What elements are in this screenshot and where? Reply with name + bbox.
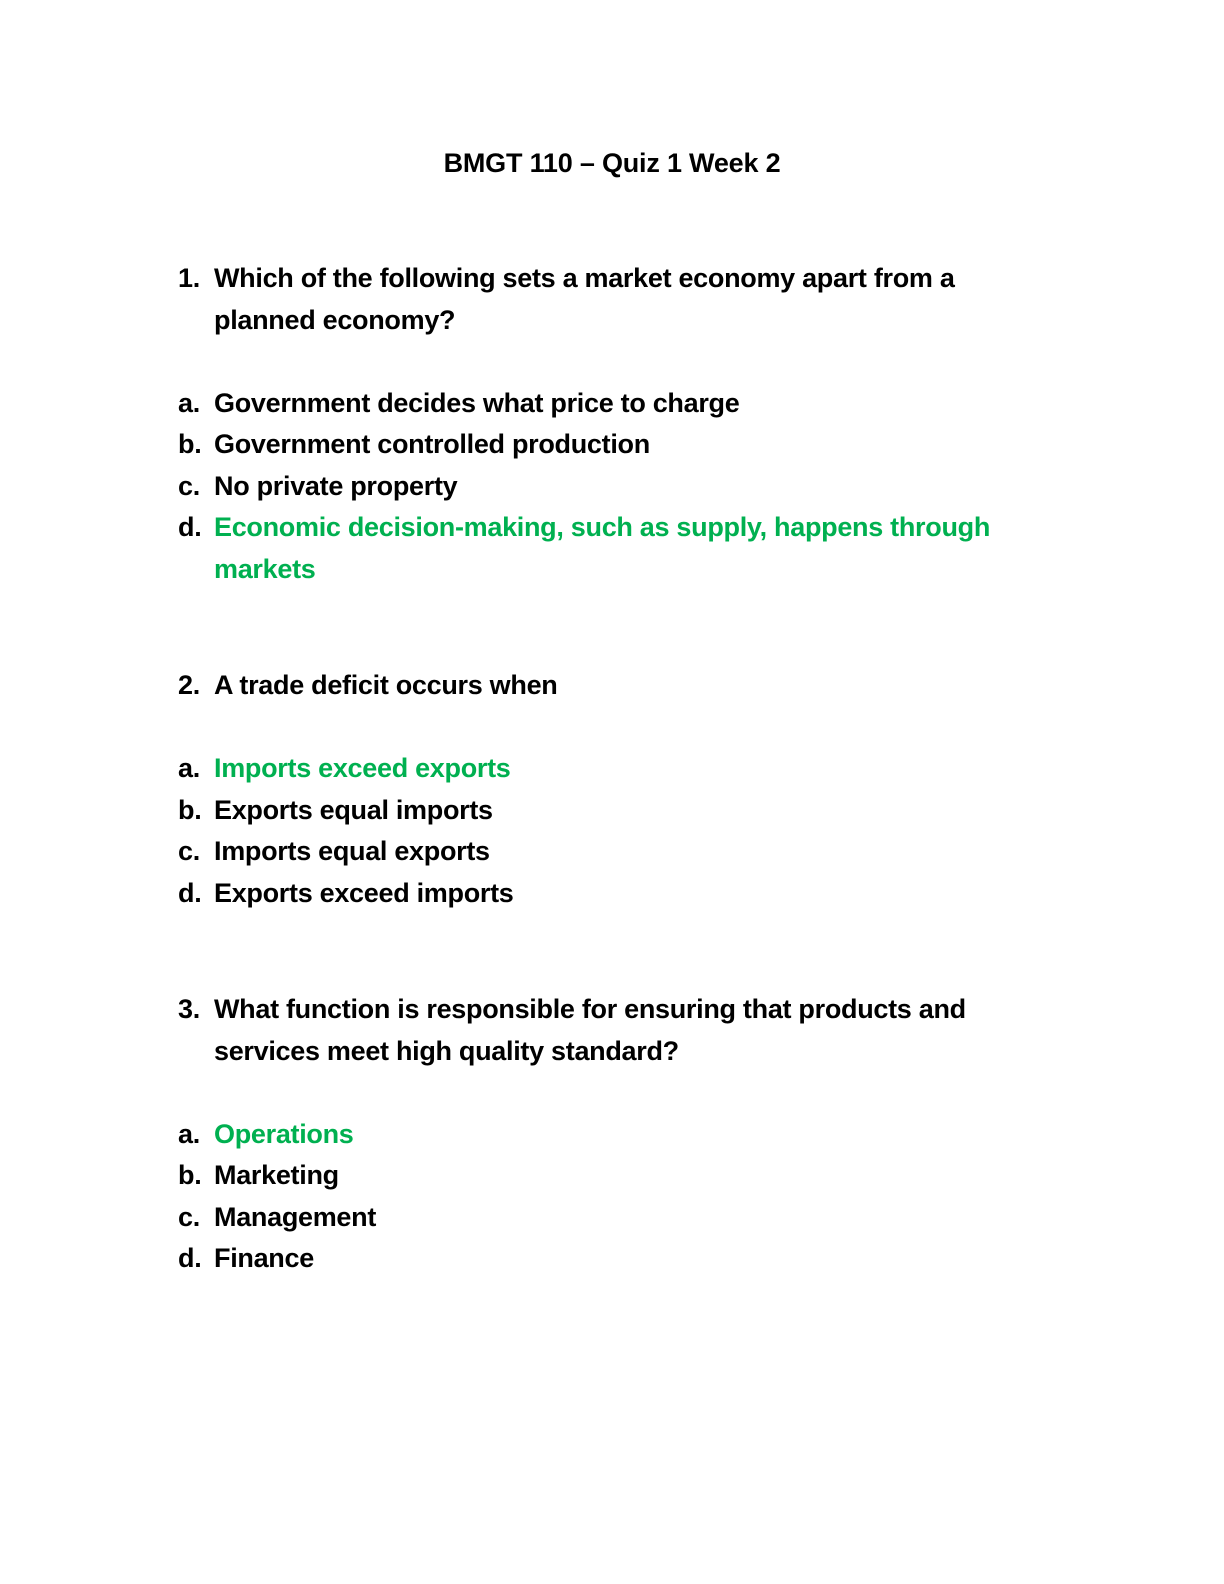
option-text: Government controlled production: [214, 429, 650, 459]
option-text: Marketing: [214, 1160, 339, 1190]
answer-option-a-correct: [178, 1114, 1008, 1156]
answer-option-a: [178, 383, 1008, 425]
option-letter: b.: [178, 1160, 202, 1190]
option-text: Operations: [214, 1118, 354, 1149]
option-text: Imports equal exports: [214, 836, 490, 866]
question-stem: [178, 258, 1008, 341]
option-letter: c.: [178, 1201, 200, 1232]
option-letter: a.: [178, 387, 200, 418]
question-text: Which of the following sets a market economy apart from a planned economy?: [214, 263, 955, 335]
answer-option-d: [178, 1238, 1008, 1280]
option-letter: a.: [178, 1118, 200, 1149]
answer-option-d-correct: [178, 507, 1008, 590]
question-text: What function is responsible for ensuring that products and services meet high quality standard?: [214, 994, 966, 1066]
option-text: Imports exceed exports: [214, 753, 511, 783]
answer-option-d: [178, 873, 1008, 915]
question-number: 3.: [178, 994, 200, 1024]
answer-option-b: [178, 424, 1008, 466]
answer-option-b: [178, 1155, 1008, 1197]
question-text: A trade deficit occurs when: [214, 670, 558, 700]
answer-option-c: [178, 831, 1008, 873]
option-letter: c.: [178, 836, 200, 866]
document-title: BMGT 110 – Quiz 1 Week 2: [443, 148, 781, 178]
option-letter: d.: [178, 1243, 202, 1273]
question-3: [178, 989, 1008, 1280]
option-letter: c.: [178, 470, 200, 501]
option-letter: b.: [178, 429, 202, 459]
question-stem: [178, 989, 1008, 1072]
option-letter: d.: [178, 877, 202, 908]
option-text: Economic decision-making, such as supply, happens through markets: [214, 512, 991, 584]
option-text: Government decides what price to charge: [214, 387, 740, 418]
option-text: Exports exceed imports: [214, 877, 514, 908]
question-number: 1.: [178, 263, 200, 293]
option-text: Exports equal imports: [214, 794, 493, 825]
question-number: 2.: [178, 670, 200, 700]
option-text: Management: [214, 1201, 377, 1232]
option-letter: a.: [178, 753, 200, 783]
answer-option-c: [178, 466, 1008, 508]
question-1: [178, 258, 1008, 590]
option-text: Finance: [214, 1243, 314, 1273]
answer-option-b: [178, 790, 1008, 832]
answer-option-c: [178, 1197, 1008, 1239]
option-letter: d.: [178, 512, 202, 542]
option-text: No private property: [214, 470, 458, 501]
question-2: [178, 665, 1008, 914]
option-letter: b.: [178, 794, 202, 825]
question-stem: [178, 665, 1008, 707]
answer-option-a-correct: [178, 748, 1008, 790]
